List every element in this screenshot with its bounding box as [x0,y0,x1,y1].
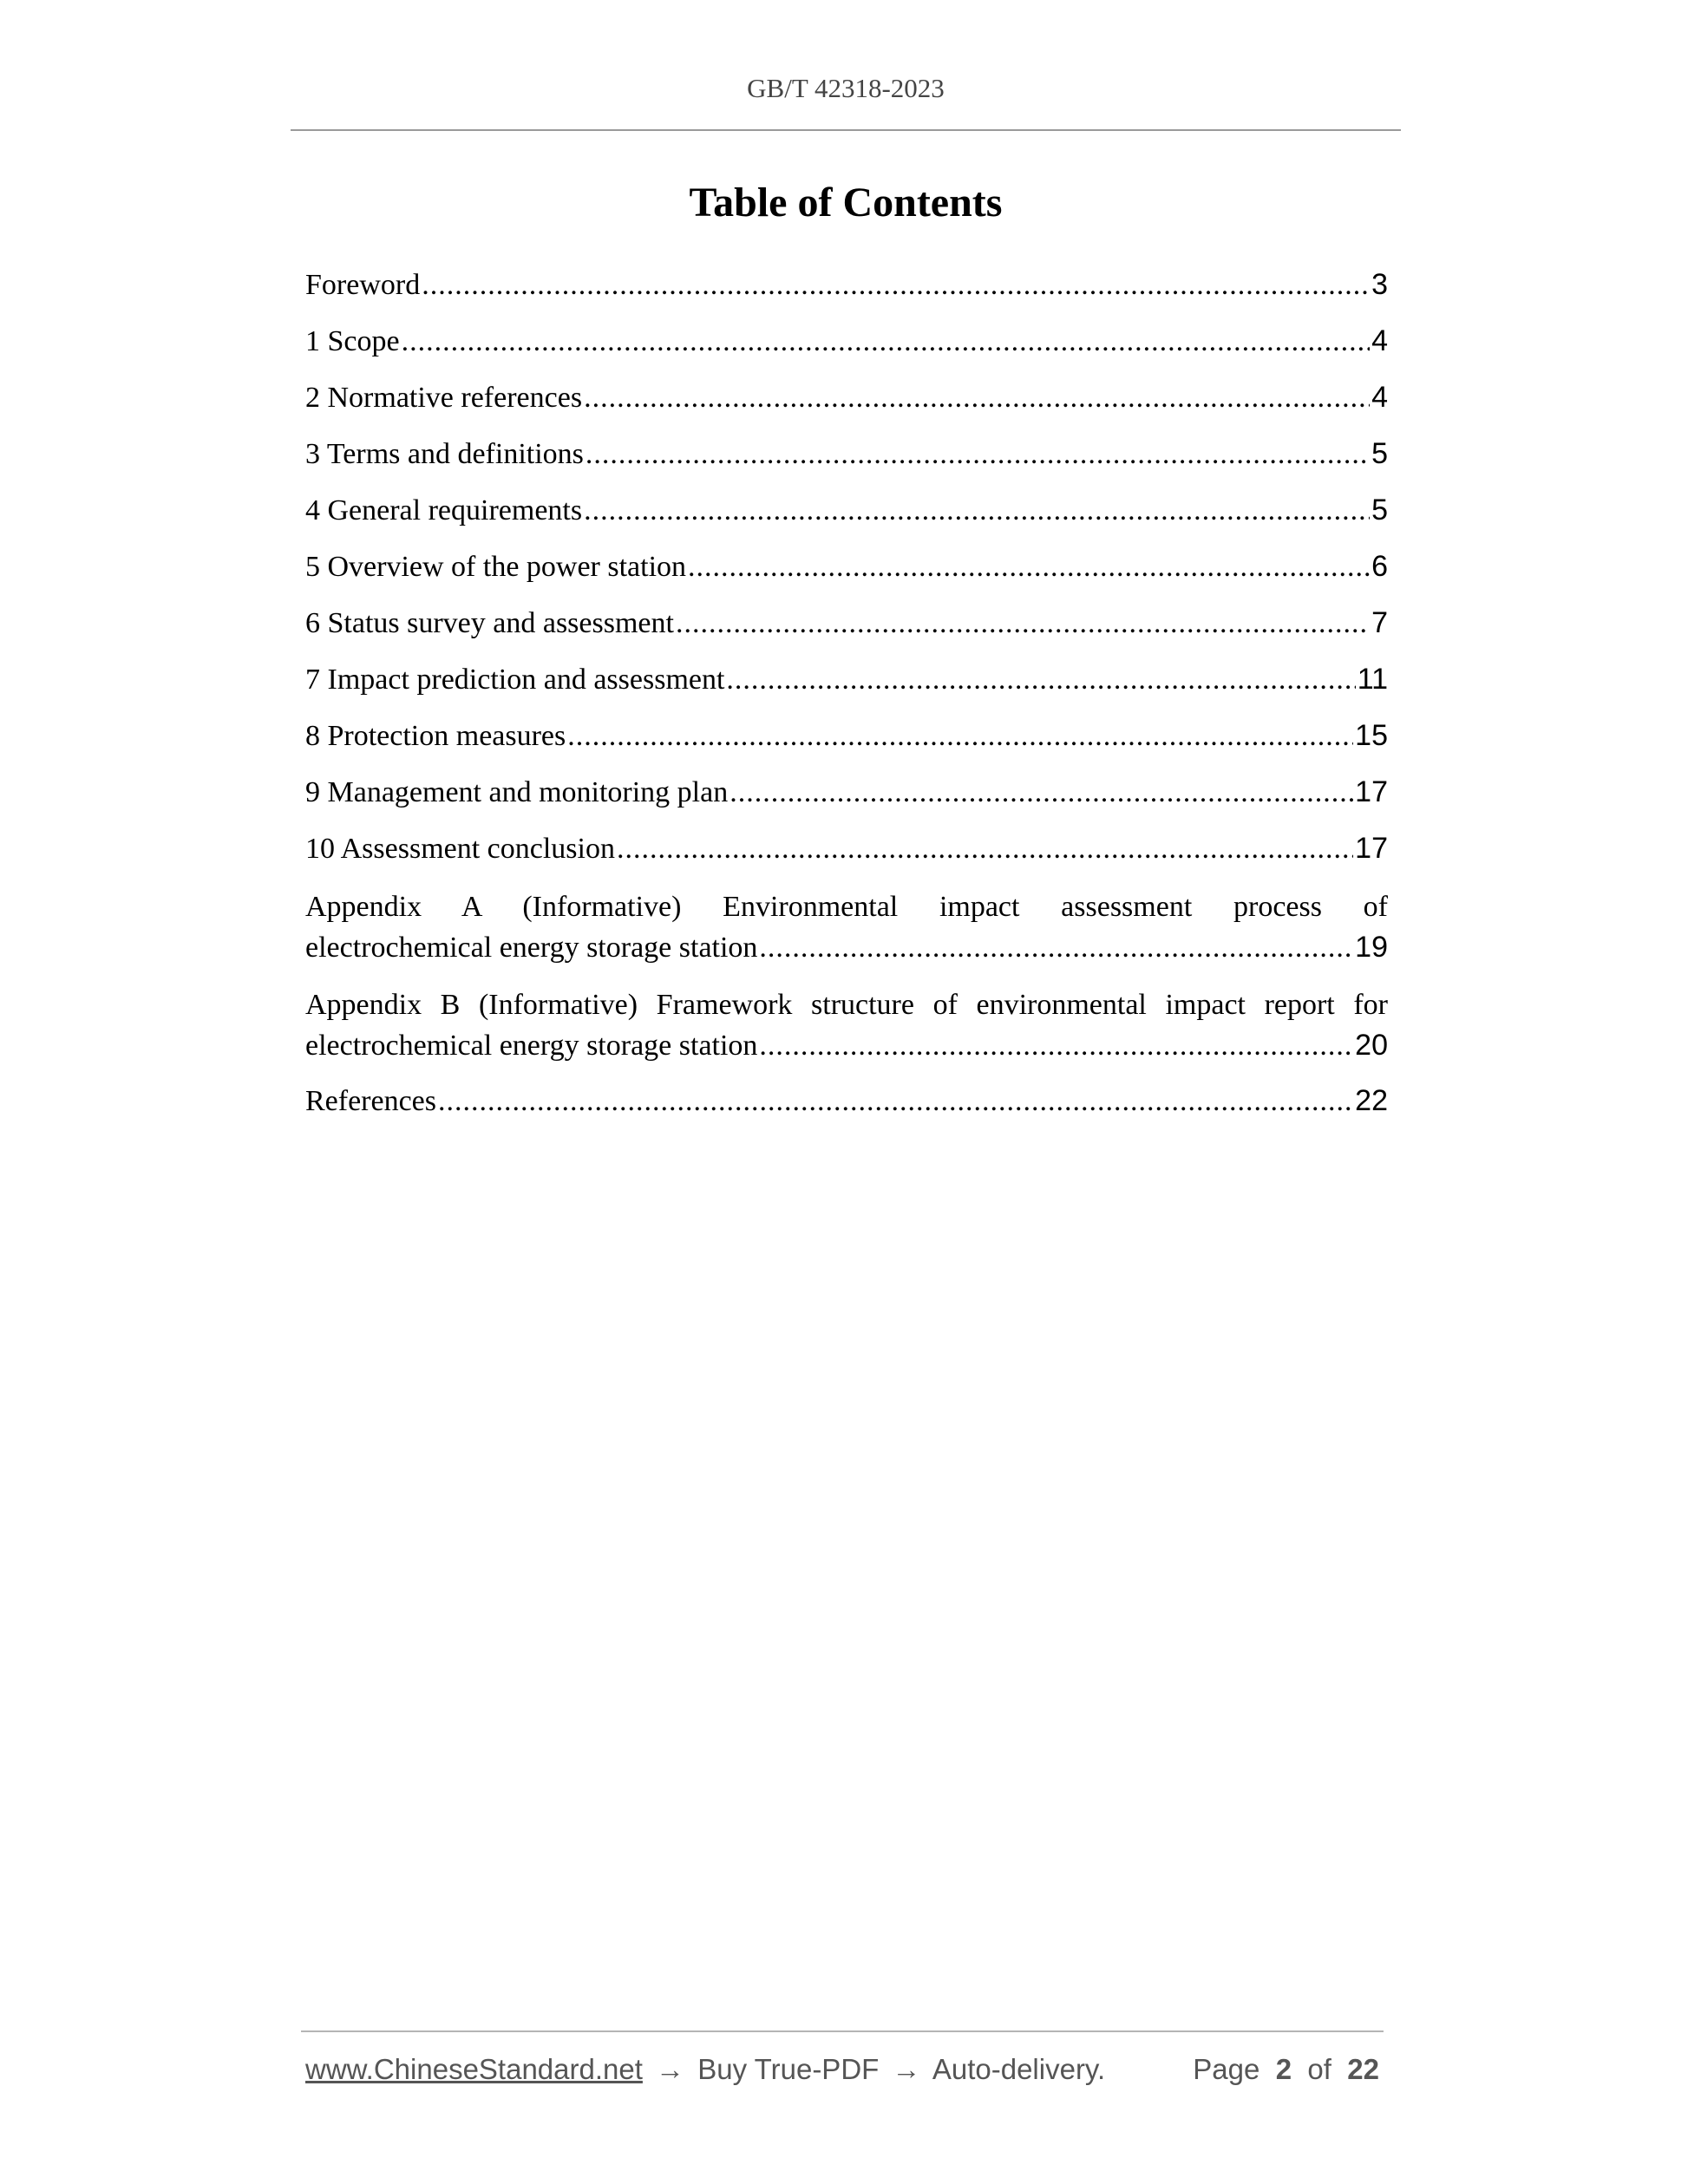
toc-page-number: 17 [1355,832,1388,865]
arrow-right-icon: → [892,2053,921,2085]
toc-entry-scope[interactable] [305,315,1388,371]
footer-divider [301,2030,1384,2032]
toc-page-number: 4 [1371,324,1388,357]
toc-entry-label-line2: electrochemical energy storage station [305,932,758,964]
toc-page-number: 7 [1371,606,1388,639]
of-word: of [1307,2053,1331,2085]
total-pages-number: 22 [1347,2053,1379,2085]
dot-leader [676,598,1370,650]
dot-leader [759,927,1353,968]
toc-entry-references[interactable] [305,1075,1388,1131]
dot-leader [584,485,1370,537]
toc-page-number: 19 [1355,931,1388,964]
dot-leader [688,541,1370,593]
toc-entry-label: 7 Impact prediction and assessment [305,664,725,696]
dot-leader [567,710,1353,762]
page-footer [305,2052,1388,2087]
toc-entry-foreword[interactable] [305,258,1388,315]
toc-page-number: 15 [1355,719,1388,752]
toc-entry-label: 2 Normative references [305,382,583,414]
toc-page-number: 5 [1371,494,1388,526]
toc-entry-assessment-conclusion[interactable] [305,822,1388,879]
toc-entry-impact-prediction[interactable] [305,653,1388,709]
toc-page-number: 20 [1355,1029,1388,1062]
toc-entry-label: 4 General requirements [305,494,583,526]
toc-entry-management-monitoring[interactable] [305,766,1388,822]
toc-entry-normative-references[interactable] [305,371,1388,428]
dot-leader [584,372,1370,424]
toc-entry-general-requirements[interactable] [305,484,1388,540]
toc-page-number: 11 [1357,663,1388,696]
dot-leader [730,767,1353,819]
toc-title: Table of Contents [689,180,1003,226]
toc-entry-terms-and-definitions[interactable] [305,428,1388,484]
dot-leader [726,654,1355,706]
current-page-number: 2 [1275,2053,1292,2085]
document-code-header: GB/T 42318-2023 [747,73,945,103]
dot-leader [586,428,1370,481]
toc-entry-label: 1 Scope [305,325,400,357]
toc-page-number: 17 [1355,775,1388,808]
dot-leader [422,259,1370,311]
toc-page-number: 22 [1355,1084,1388,1117]
toc-entry-status-survey[interactable] [305,597,1388,653]
footer-promo [305,2052,1105,2087]
dot-leader [438,1076,1353,1128]
dot-leader [617,823,1353,875]
toc-page-number: 5 [1371,437,1388,470]
toc-entry-label-line2: electrochemical energy storage station [305,1030,758,1062]
toc-entry-label: 6 Status survey and assessment [305,607,674,639]
toc-entry-label-line1: Appendix B (Informative) Framework structure of environmental impact report for [305,989,1388,1021]
buy-text: Buy True-PDF [697,2053,880,2085]
page-word: Page [1193,2053,1260,2085]
toc-entry-label: 10 Assessment conclusion [305,833,615,865]
toc-page-number: 4 [1371,381,1388,414]
toc-page-number: 6 [1371,550,1388,583]
toc-entry-label: 9 Management and monitoring plan [305,776,729,808]
dot-leader [402,316,1370,368]
toc-entry-line2 [305,1025,1388,1066]
toc-page-number: 3 [1371,268,1388,301]
toc-entry-label: 3 Terms and definitions [305,438,584,470]
toc-entry-appendix-a[interactable] [305,879,1388,977]
toc-entry-appendix-b[interactable] [305,977,1388,1075]
dot-leader [759,1025,1353,1066]
toc-entry-line2 [305,927,1388,968]
toc-entry-label: 8 Protection measures [305,720,566,752]
table-of-contents [305,258,1388,1131]
toc-entry-protection-measures[interactable] [305,709,1388,766]
site-link[interactable]: www.ChineseStandard.net [305,2053,643,2085]
header-divider [291,129,1401,131]
toc-entry-label: 5 Overview of the power station [305,551,687,583]
delivery-text: Auto-delivery. [932,2053,1106,2085]
toc-entry-label: Foreword [305,269,421,301]
arrow-right-icon: → [656,2053,685,2085]
toc-entry-label-line1: Appendix A (Informative) Environmental impact assessment process of [305,891,1388,923]
toc-entry-label: References [305,1085,437,1117]
page-indicator [1193,2052,1379,2087]
toc-entry-overview-power-station[interactable] [305,540,1388,597]
